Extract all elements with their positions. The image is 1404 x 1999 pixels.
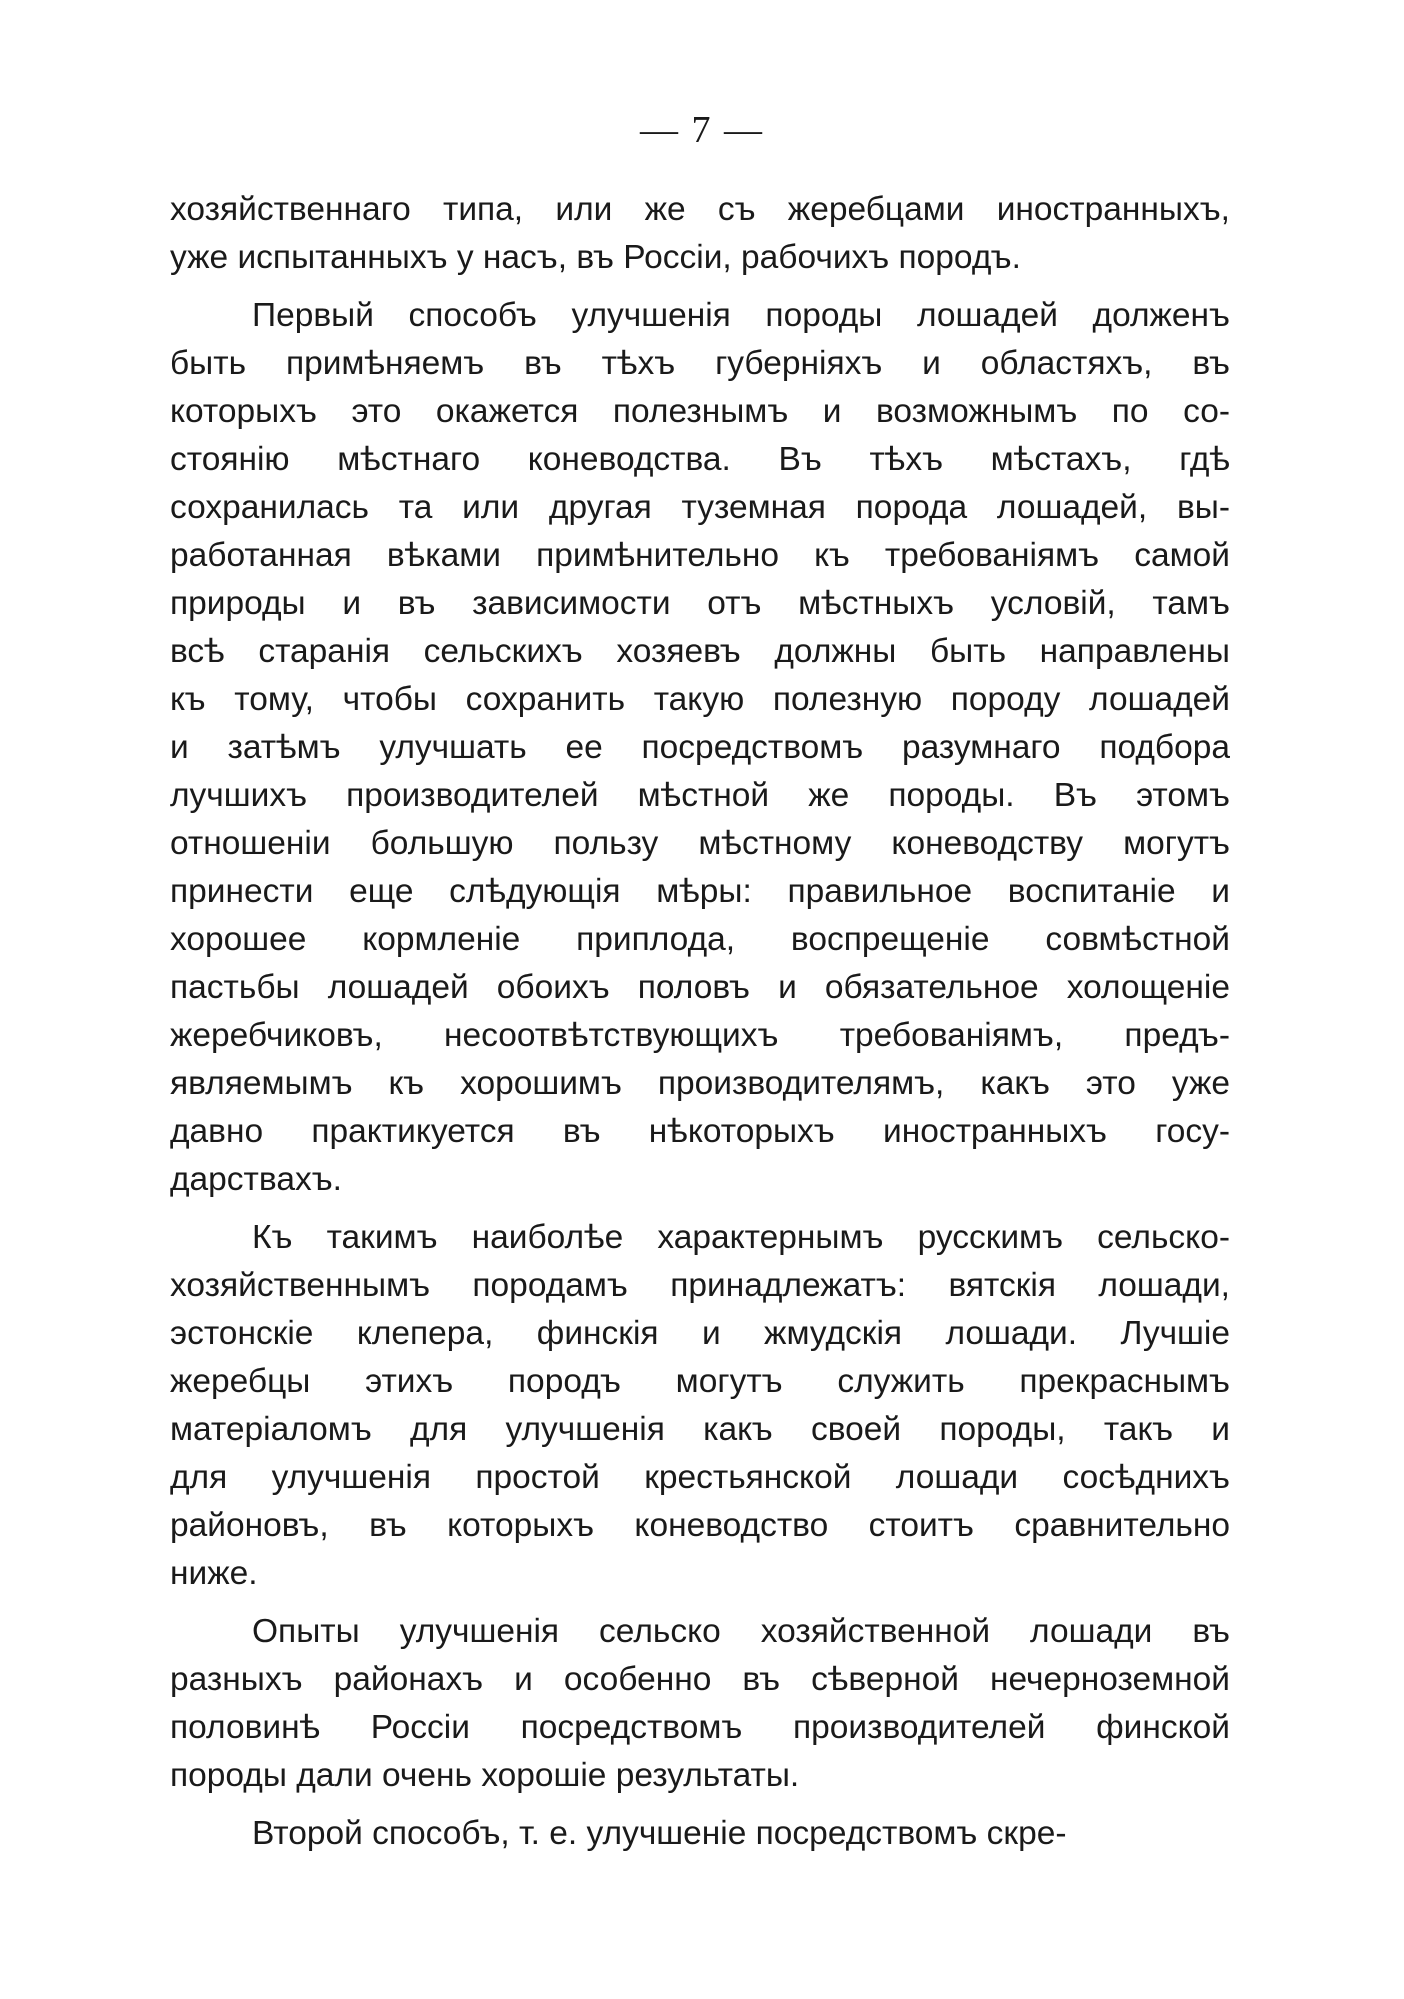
text-line: районовъ, въ которыхъ коневодство стоитъ сравнительно	[170, 1507, 1230, 1544]
text-line: породы дали очень хорошіе результаты.	[170, 1757, 800, 1794]
text-line: уже испытанныхъ у насъ, въ Россіи, рабочихъ породъ.	[170, 239, 1021, 276]
text-line: разныхъ районахъ и особенно въ сѣверной нечерноземной	[170, 1661, 1230, 1698]
text-line: быть примѣняемъ въ тѣхъ губерніяхъ и областяхъ, въ	[170, 345, 1230, 382]
text-line: сохранилась та или другая туземная порода лошадей, вы-	[170, 489, 1230, 526]
text-line: хорошее кормленіе приплода, воспрещеніе совмѣстной	[170, 921, 1230, 958]
text-line: лучшихъ производителей мѣстной же породы. Въ этомъ	[170, 777, 1230, 814]
text-line: природы и въ зависимости отъ мѣстныхъ условій, тамъ	[170, 585, 1230, 622]
paragraph	[170, 1214, 1230, 1598]
text-line: отношеніи большую пользу мѣстному коневодству могутъ	[170, 825, 1230, 862]
text-line: ниже.	[170, 1555, 258, 1592]
text-line: всѣ старанія сельскихъ хозяевъ должны быть направлены	[170, 633, 1230, 670]
paragraph	[170, 1810, 1230, 1858]
text-line: Второй способъ, т. е. улучшеніе посредствомъ скре-	[252, 1815, 1067, 1852]
text-line: для улучшенія простой крестьянской лошади сосѣднихъ	[170, 1459, 1230, 1496]
text-line: эстонскіе клепера, финскія и жмудскія лошади. Лучшіе	[170, 1315, 1230, 1352]
paragraph-gap	[170, 1800, 1230, 1810]
text-line: давно практикуется въ нѣкоторыхъ иностранныхъ госу-	[170, 1113, 1230, 1150]
page-number: — 7 —	[640, 109, 764, 151]
text-line: къ тому, чтобы сохранить такую полезную породу лошадей	[170, 681, 1230, 718]
text-line: которыхъ это окажется полезнымъ и возможнымъ по со-	[170, 393, 1230, 430]
paragraph	[170, 186, 1230, 282]
text-line: жеребцы этихъ породъ могутъ служить прекраснымъ	[170, 1363, 1230, 1400]
text-line: работанная вѣками примѣнительно къ требованіямъ самой	[170, 537, 1230, 574]
paragraph-gap	[170, 1204, 1230, 1214]
text-line: Къ такимъ наиболѣе характернымъ русскимъ сельско-	[252, 1219, 1230, 1256]
text-line: хозяйственнаго типа, или же съ жеребцами иностранныхъ,	[170, 191, 1230, 228]
text-line: пастьбы лошадей обоихъ половъ и обязательное холощеніе	[170, 969, 1230, 1006]
text-line: половинѣ Россіи посредствомъ производителей финской	[170, 1709, 1230, 1746]
text-line: являемымъ къ хорошимъ производителямъ, какъ это уже	[170, 1065, 1230, 1102]
text-line: Первый способъ улучшенія породы лошадей долженъ	[252, 297, 1230, 334]
paragraph-gap	[170, 1598, 1230, 1608]
text-line: и затѣмъ улучшать ее посредствомъ разумнаго подбора	[170, 729, 1230, 766]
text-line: жеребчиковъ, несоотвѣтствующихъ требованіямъ, предъ-	[170, 1017, 1230, 1054]
body-text	[170, 186, 1230, 1858]
text-line: хозяйственнымъ породамъ принадлежатъ: вятскія лошади,	[170, 1267, 1230, 1304]
text-line: принести еще слѣдующія мѣры: правильное воспитаніе и	[170, 873, 1230, 910]
paragraph-gap	[170, 282, 1230, 292]
paragraph	[170, 1608, 1230, 1800]
text-line: дарствахъ.	[170, 1161, 342, 1198]
paragraph	[170, 292, 1230, 1204]
text-line: стоянію мѣстнаго коневодства. Въ тѣхъ мѣстахъ, гдѣ	[170, 441, 1230, 478]
text-line: Опыты улучшенія сельско хозяйственной лошади въ	[252, 1613, 1230, 1650]
text-line: матеріаломъ для улучшенія какъ своей породы, такъ и	[170, 1411, 1230, 1448]
